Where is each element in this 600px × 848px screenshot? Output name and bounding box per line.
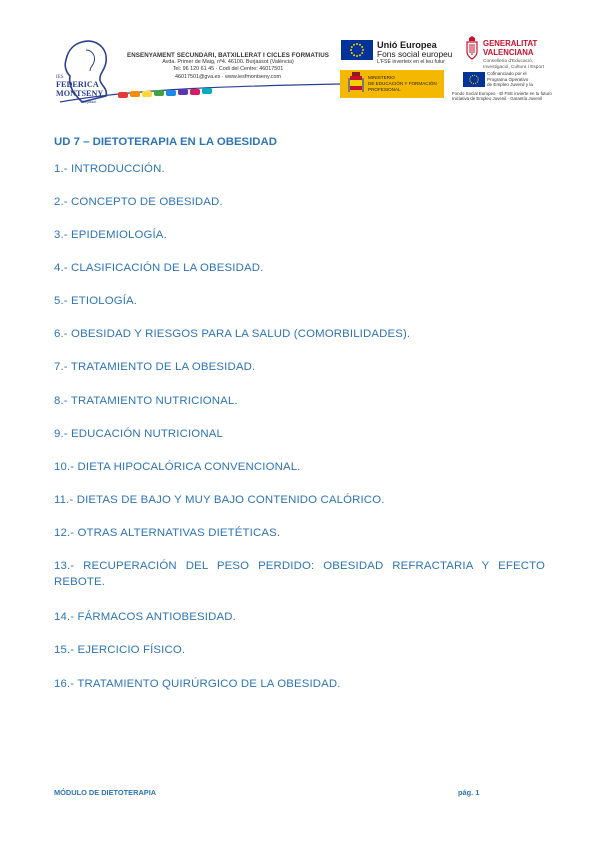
toc-item-1: 1.- INTRODUCCIÓN. xyxy=(54,163,165,175)
school-web: 46017501@gva.es · www.iesfmontseny.com xyxy=(174,73,282,80)
gva-name-line2: VALENCIANA xyxy=(483,47,534,57)
cofinance-line2: Programa Operativo xyxy=(487,76,529,82)
gva-label xyxy=(483,40,573,71)
footer-module-name: MÓDULO DE DIETOTERAPIA xyxy=(54,788,157,797)
gva-dept-line1: Conselleria d'Educació, xyxy=(483,59,533,65)
toc-item-3: 3.- EPIDEMIOLOGÍA. xyxy=(54,229,167,241)
cofinance-bottom-line2: Iniciativa de Empleo Juvenil · Garantía Juvenil xyxy=(452,96,543,102)
toc-item-11: 11.- DIETAS DE BAJO Y MUY BAJO CONTENIDO CALÓRICO. xyxy=(54,494,385,506)
school-swoosh-decoration xyxy=(60,80,340,106)
toc-item-9: 9.- EDUCACIÓN NUTRICIONAL xyxy=(54,428,223,440)
gva-name-line1: GENERALITAT xyxy=(483,39,538,48)
toc-item-14: 14.- FÁRMACOS ANTIOBESIDAD. xyxy=(54,611,236,623)
spain-ministry-label xyxy=(368,75,442,93)
gva-emblem-icon xyxy=(464,36,480,60)
gva-dept-line2: Investigació, Cultura i Esport xyxy=(483,65,545,71)
color-bars-decoration xyxy=(118,88,212,98)
school-name: ENSENYAMENT SECUNDARI, BATXILLERAT I CICLES FORMATIUS xyxy=(126,52,330,59)
page-header xyxy=(0,0,600,112)
toc-item-7: 7.- TRATAMIENTO DE LA OBESIDAD. xyxy=(54,361,256,373)
toc-item-4: 4.- CLASIFICACIÓN DE LA OBESIDAD. xyxy=(54,262,264,274)
eu-fse-label xyxy=(377,40,461,66)
eu-tagline: L'FSE inverteix en el teu futur xyxy=(377,59,445,65)
eu-title: Unió Europea xyxy=(377,40,437,50)
cofinance-label xyxy=(487,71,567,88)
toc-item-8: 8.- TRATAMIENTO NUTRICIONAL. xyxy=(54,395,238,407)
logo-text-ies: IES xyxy=(56,75,64,80)
eu-flag-icon xyxy=(341,40,373,60)
eu-flag-small-icon xyxy=(463,72,485,87)
toc-item-15: 15.- EJERCICIO FÍSICO. xyxy=(54,644,186,656)
school-address: Avda. Primer de Maig, nº4. 46100. Burjassot (València) xyxy=(162,59,294,65)
logo-text-federica: FEDERICA xyxy=(56,80,99,89)
footer-page-number: pág. 1 xyxy=(458,788,480,797)
logo-text-town: Burjassot xyxy=(82,100,97,104)
toc-item-16: 16.- TRATAMIENTO QUIRÚRGICO DE LA OBESIDAD. xyxy=(54,678,341,690)
toc-item-6: 6.- OBESIDAD Y RIESGOS PARA LA SALUD (COMORBILIDADES). xyxy=(54,328,411,340)
spain-line3: PROFESIONAL xyxy=(368,87,401,92)
school-phone: Tel: 96 120 61 45 · Codi del Centre: 46017501 xyxy=(172,66,284,73)
eu-subtitle: Fons social europeu xyxy=(377,49,453,59)
school-info xyxy=(118,52,338,81)
document-title: UD 7 – DIETOTERAPIA EN LA OBESIDAD xyxy=(54,136,277,148)
cofinance-bottom-label xyxy=(452,91,582,102)
toc-item-12: 12.- OTRAS ALTERNATIVAS DIETÉTICAS. xyxy=(54,527,281,539)
toc-item-13: 13.- RECUPERACIÓN DEL PESO PERDIDO: OBESIDAD REFRACTARIA Y EFECTO REBOTE. xyxy=(54,560,545,588)
logo-text-montseny: MONTSENY xyxy=(56,89,104,98)
cofinance-bottom-line1: Fondo Social Europeo · El FSE invierte en tu futuro xyxy=(452,91,552,96)
spain-line1: MINISTERIO xyxy=(368,75,395,80)
spain-line2: DE EDUCACIÓN Y FORMACIÓN xyxy=(368,81,437,86)
toc-item-5: 5.- ETIOLOGÍA. xyxy=(54,295,138,307)
cofinance-line1: Cofinanciado por el xyxy=(487,71,527,76)
spain-shield-icon xyxy=(348,72,364,96)
cofinance-line3: de Empleo Juvenil y la xyxy=(487,82,533,88)
toc-item-10: 10.- DIETA HIPOCALÓRICA CONVENCIONAL. xyxy=(54,461,301,473)
toc-item-2: 2.- CONCEPTO DE OBESIDAD. xyxy=(54,196,223,208)
